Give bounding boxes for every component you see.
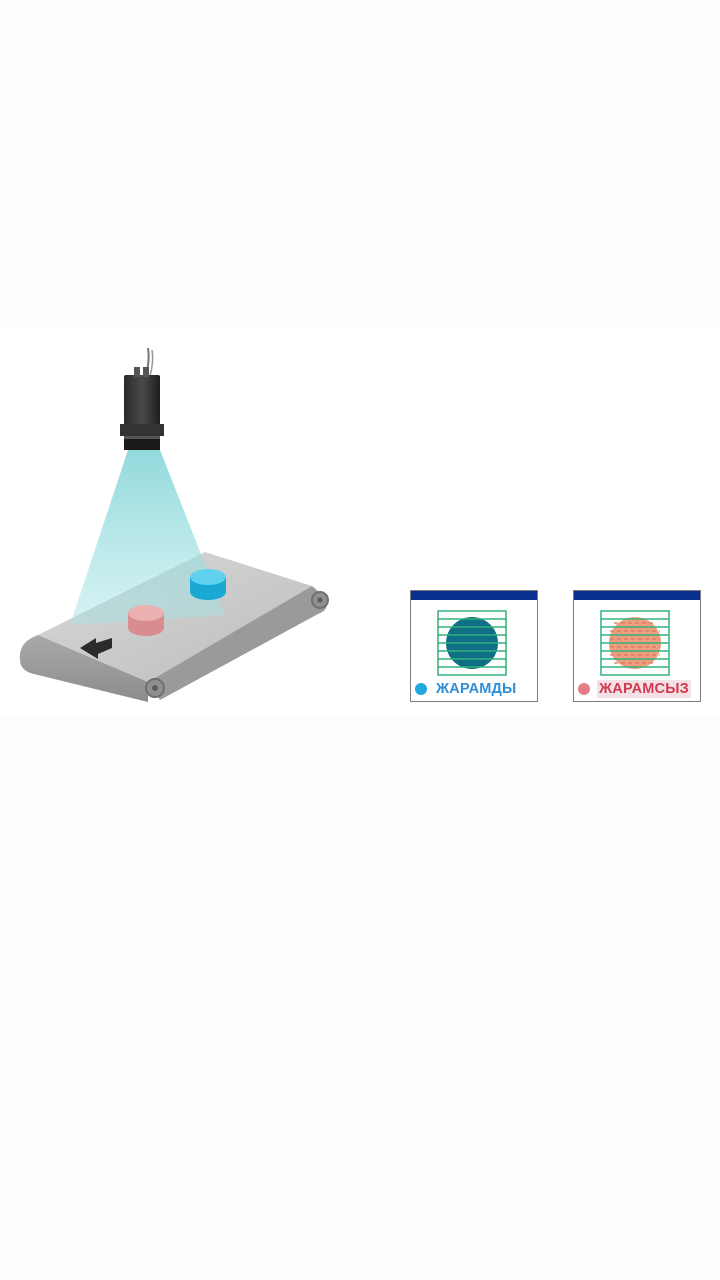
scan-view-good	[437, 610, 507, 676]
result-panel-bad	[573, 590, 701, 702]
status-badge-good	[415, 680, 518, 698]
status-label-good: ЖАРАМДЫ	[436, 681, 517, 697]
status-dot-good	[415, 683, 427, 695]
status-badge-bad	[578, 680, 691, 698]
result-panel-good	[410, 590, 538, 702]
status-dot-bad	[578, 683, 590, 695]
part-good	[190, 569, 226, 600]
part-bad	[128, 605, 164, 636]
panel-title-bar	[574, 591, 700, 600]
camera-icon	[120, 348, 164, 450]
conveyor-illustration	[0, 330, 360, 715]
scan-view-bad	[600, 610, 670, 676]
status-label-bad: ЖАРАМСЫЗ	[599, 681, 689, 697]
panel-title-bar	[411, 591, 537, 600]
